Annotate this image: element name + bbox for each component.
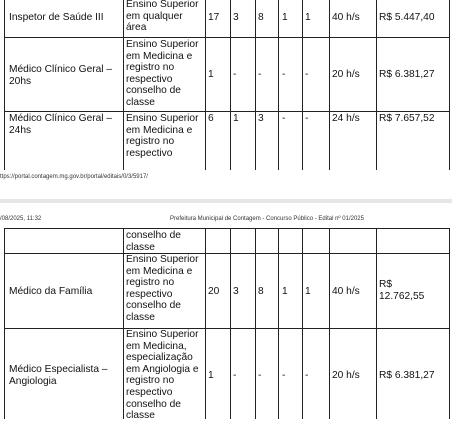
vagas-cell: 8 [258,12,264,23]
vagas-cell: 20 [208,286,220,297]
cargo-cell: Médico da Família [9,286,93,297]
column-divider [255,228,256,419]
column-divider [255,0,256,170]
column-divider [329,0,330,170]
column-divider [329,228,330,419]
vagas-cell: - [305,113,309,124]
vagas-cell: - [305,69,309,80]
table-border-left [4,228,5,419]
cargo-cell: Inspetor de Saúde III [9,12,104,23]
vagas-cell: 6 [208,113,214,124]
table-border-right [449,0,450,170]
vagas-cell: 3 [233,286,239,297]
column-divider [123,228,124,419]
vagas-cell: 1 [282,12,288,23]
column-divider [205,0,206,170]
vagas-cell: - [233,69,237,80]
column-divider [278,0,279,170]
vagas-cell: 1 [305,12,311,23]
table-border-left [4,0,5,170]
continuation-cell: conselho de classe [126,230,181,253]
table-border-right [449,228,450,419]
carga-horaria-cell: 40 h/s [332,286,360,297]
column-divider [376,0,377,170]
vagas-cell: 1 [282,286,288,297]
vagas-cell: - [305,370,309,381]
vagas-cell: 17 [208,12,220,23]
vagas-cell: 1 [305,286,311,297]
escolaridade-cell: Ensino Superior em Medicina e registro no respectivo [126,113,199,159]
column-divider [230,0,231,170]
column-divider [205,228,206,419]
row-divider [4,253,450,254]
vagas-cell: 1 [208,370,214,381]
vagas-cell: 3 [233,12,239,23]
column-divider [376,228,377,419]
cargo-cell: Médico Clínico Geral – 20hs [9,64,113,87]
escolaridade-cell: Ensino Superior em Medicina e registro no respectivo conselho de classe [126,254,199,323]
column-divider [123,0,124,170]
column-divider [302,0,303,170]
vencimento-cell: R$ 6.381,27 [379,69,435,80]
page-header-timestamp: /08/2025, 11:32 [0,216,42,222]
page-separator [0,199,452,203]
row-divider [4,37,450,38]
column-divider [230,228,231,419]
cargo-cell: Médico Especialista – Angiologia [9,364,108,387]
carga-horaria-cell: 24 h/s [332,113,360,124]
carga-horaria-cell: 20 h/s [332,370,360,381]
vencimento-cell: R$ 7.657,52 [379,113,435,124]
vagas-cell: 1 [208,69,214,80]
row-divider [4,328,450,329]
row-divider [4,111,450,112]
vencimento-cell: R$ 12.762,55 [379,279,425,302]
vagas-cell: 1 [233,113,239,124]
escolaridade-cell: Ensino Superior em qualquer área [126,0,199,34]
vagas-cell: 3 [258,113,264,124]
vagas-cell: - [282,69,286,80]
carga-horaria-cell: 40 h/s [332,12,360,23]
column-divider [278,228,279,419]
vagas-cell: - [258,370,262,381]
page-footer-url: ttps://portal.contagem.mg.gov.br/portal/editais/0/3/5917/ [0,174,148,180]
escolaridade-cell: Ensino Superior em Medicina e registro no respectivo conselho de classe [126,39,199,108]
page-header-title: Prefeitura Municipal de Contagem - Concurso Público - Edital nº 01/2025 [170,216,364,222]
vencimento-cell: R$ 6.381,27 [379,370,435,381]
vagas-cell: - [282,113,286,124]
column-divider [302,228,303,419]
vagas-cell: 8 [258,286,264,297]
escolaridade-cell: Ensino Superior em Medicina, especialização em Angiologia e registro no respectivo conselho de classe [126,329,199,422]
cargo-cell: Médico Clínico Geral – 24hs [9,113,113,136]
vagas-cell: - [258,69,262,80]
table-border-top [4,228,450,229]
vagas-cell: - [233,370,237,381]
vencimento-cell: R$ 5.447,40 [379,12,435,23]
vagas-cell: - [282,370,286,381]
carga-horaria-cell: 20 h/s [332,69,360,80]
